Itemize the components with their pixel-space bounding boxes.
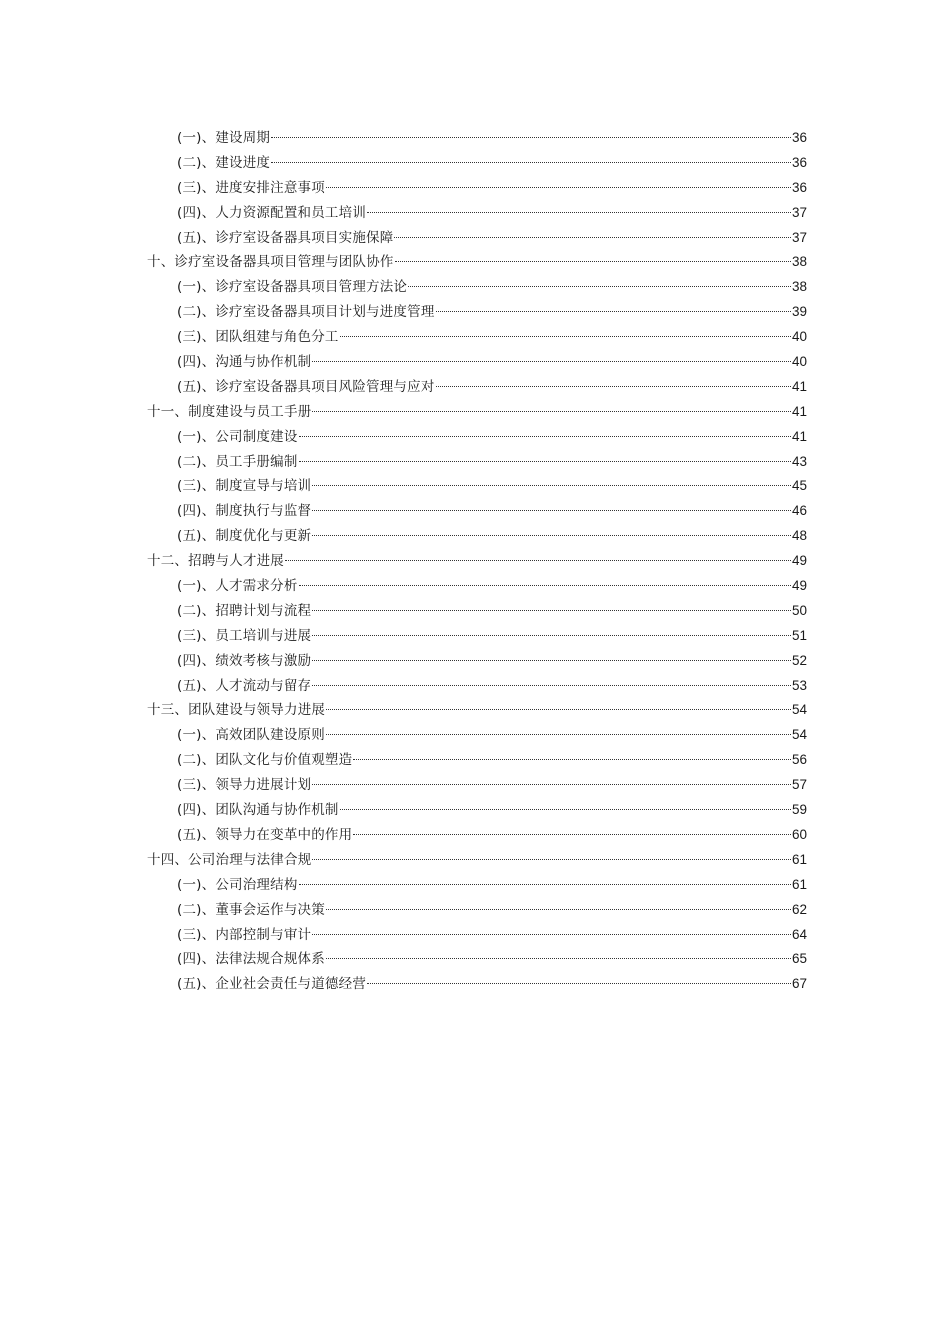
toc-section-entry[interactable] bbox=[147, 748, 807, 773]
toc-section-entry[interactable] bbox=[147, 972, 807, 997]
toc-page-number: 40 bbox=[791, 354, 807, 370]
toc-dot-leader bbox=[312, 934, 791, 935]
toc-page-number: 40 bbox=[791, 329, 807, 345]
toc-section-entry[interactable] bbox=[147, 873, 807, 898]
toc-page-number: 38 bbox=[791, 279, 807, 295]
toc-dot-leader bbox=[299, 436, 791, 437]
toc-page-number: 37 bbox=[791, 229, 807, 245]
toc-entry-label: 十一、制度建设与员工手册 bbox=[147, 403, 312, 420]
table-of-contents bbox=[147, 126, 807, 997]
toc-section-entry[interactable] bbox=[147, 574, 807, 599]
toc-section-entry[interactable] bbox=[147, 823, 807, 848]
toc-page-number: 37 bbox=[791, 204, 807, 220]
toc-dot-leader bbox=[312, 610, 791, 611]
toc-dot-leader bbox=[353, 759, 791, 760]
toc-section-entry[interactable] bbox=[147, 275, 807, 300]
toc-section-entry[interactable] bbox=[147, 450, 807, 475]
toc-entry-label: (四)、人力资源配置和员工培训 bbox=[177, 204, 367, 221]
toc-page-number: 67 bbox=[791, 976, 807, 992]
toc-dot-leader bbox=[312, 361, 791, 362]
toc-entry-label: 十四、公司治理与法律合规 bbox=[147, 851, 312, 868]
toc-page-number: 38 bbox=[791, 254, 807, 270]
toc-dot-leader bbox=[408, 286, 791, 287]
toc-entry-label: (五)、人才流动与留存 bbox=[177, 677, 312, 694]
toc-entry-label: (一)、建设周期 bbox=[177, 130, 271, 146]
toc-entry-label: (一)、人才需求分析 bbox=[177, 578, 298, 595]
toc-entry-label: (五)、诊疗室设备器具项目风险管理与应对 bbox=[177, 378, 435, 395]
toc-dot-leader bbox=[395, 261, 791, 262]
toc-chapter-entry[interactable] bbox=[147, 848, 807, 873]
toc-entry-label: (四)、绩效考核与激励 bbox=[177, 652, 312, 669]
toc-chapter-entry[interactable] bbox=[147, 250, 807, 275]
toc-dot-leader bbox=[312, 685, 791, 686]
toc-page-number: 45 bbox=[791, 478, 807, 494]
toc-section-entry[interactable] bbox=[147, 524, 807, 549]
toc-section-entry[interactable] bbox=[147, 599, 807, 624]
toc-entry-label: (一)、高效团队建设原则 bbox=[177, 727, 325, 744]
toc-entry-label: (二)、董事会运作与决策 bbox=[177, 901, 325, 918]
toc-page-number: 43 bbox=[791, 453, 807, 469]
toc-section-entry[interactable] bbox=[147, 425, 807, 450]
toc-dot-leader bbox=[299, 585, 791, 586]
toc-entry-label: 十三、团队建设与领导力进展 bbox=[147, 702, 326, 719]
toc-page-number: 41 bbox=[791, 428, 807, 444]
toc-dot-leader bbox=[353, 834, 791, 835]
toc-dot-leader bbox=[299, 461, 791, 462]
toc-section-entry[interactable] bbox=[147, 226, 807, 251]
toc-entry-label: (二)、建设进度 bbox=[177, 154, 271, 171]
toc-page-number: 51 bbox=[791, 627, 807, 643]
toc-page-number: 36 bbox=[791, 130, 807, 145]
toc-dot-leader bbox=[312, 859, 791, 860]
toc-dot-leader bbox=[312, 510, 791, 511]
toc-dot-leader bbox=[312, 485, 791, 486]
toc-section-entry[interactable] bbox=[147, 474, 807, 499]
toc-entry-label: (四)、制度执行与监督 bbox=[177, 503, 312, 520]
toc-section-entry[interactable] bbox=[147, 923, 807, 948]
toc-page-number: 41 bbox=[791, 403, 807, 419]
toc-section-entry[interactable] bbox=[147, 624, 807, 649]
toc-entry-label: (二)、诊疗室设备器具项目计划与进度管理 bbox=[177, 304, 435, 321]
toc-section-entry[interactable] bbox=[147, 947, 807, 972]
toc-section-entry[interactable] bbox=[147, 325, 807, 350]
toc-entry-label: (三)、员工培训与进展 bbox=[177, 627, 312, 644]
toc-page-number: 60 bbox=[791, 826, 807, 842]
toc-page-number: 54 bbox=[791, 727, 807, 743]
toc-page-number: 39 bbox=[791, 304, 807, 320]
toc-dot-leader bbox=[340, 809, 791, 810]
toc-dot-leader bbox=[436, 386, 791, 387]
toc-page-number: 48 bbox=[791, 528, 807, 544]
toc-page-number: 61 bbox=[791, 851, 807, 867]
toc-dot-leader bbox=[312, 784, 791, 785]
toc-section-entry[interactable] bbox=[147, 798, 807, 823]
toc-entry-label: (二)、团队文化与价值观塑造 bbox=[177, 752, 353, 769]
toc-entry-label: (三)、制度宣导与培训 bbox=[177, 478, 312, 495]
toc-entry-label: (五)、制度优化与更新 bbox=[177, 528, 312, 545]
toc-page-number: 61 bbox=[791, 876, 807, 892]
toc-dot-leader bbox=[312, 660, 791, 661]
toc-entry-label: (三)、进度安排注意事项 bbox=[177, 179, 325, 196]
toc-dot-leader bbox=[367, 212, 791, 213]
toc-section-entry[interactable] bbox=[147, 151, 807, 176]
toc-entry-label: (四)、团队沟通与协作机制 bbox=[177, 802, 339, 819]
toc-chapter-entry[interactable] bbox=[147, 698, 807, 723]
toc-dot-leader bbox=[326, 187, 791, 188]
toc-section-entry[interactable] bbox=[147, 649, 807, 674]
toc-section-entry[interactable] bbox=[147, 350, 807, 375]
toc-dot-leader bbox=[326, 909, 791, 910]
toc-entry-label: (三)、内部控制与审计 bbox=[177, 926, 312, 943]
toc-page-number: 56 bbox=[791, 752, 807, 768]
toc-chapter-entry[interactable] bbox=[147, 549, 807, 574]
toc-entry-label: (一)、诊疗室设备器具项目管理方法论 bbox=[177, 279, 408, 296]
toc-dot-leader bbox=[326, 709, 791, 710]
toc-dot-leader bbox=[340, 336, 791, 337]
toc-section-entry[interactable] bbox=[147, 201, 807, 226]
toc-dot-leader bbox=[394, 237, 791, 238]
toc-page-number: 36 bbox=[791, 179, 807, 195]
toc-entry-label: (五)、企业社会责任与道德经营 bbox=[177, 976, 367, 993]
toc-dot-leader bbox=[367, 983, 791, 984]
toc-entry-label: (三)、领导力进展计划 bbox=[177, 777, 312, 794]
toc-entry-label: (四)、法律法规合规体系 bbox=[177, 951, 325, 968]
toc-section-entry[interactable] bbox=[147, 126, 807, 151]
toc-page-number: 53 bbox=[791, 677, 807, 693]
toc-section-entry[interactable] bbox=[147, 176, 807, 201]
toc-page-number: 65 bbox=[791, 951, 807, 967]
toc-dot-leader bbox=[312, 535, 791, 536]
toc-entry-label: 十二、招聘与人才进展 bbox=[147, 553, 284, 570]
toc-entry-label: (二)、员工手册编制 bbox=[177, 453, 298, 470]
toc-entry-label: (五)、诊疗室设备器具项目实施保障 bbox=[177, 229, 394, 246]
toc-dot-leader bbox=[326, 734, 791, 735]
toc-section-entry[interactable] bbox=[147, 773, 807, 798]
toc-dot-leader bbox=[285, 560, 791, 561]
toc-section-entry[interactable] bbox=[147, 898, 807, 923]
toc-dot-leader bbox=[312, 411, 791, 412]
toc-dot-leader bbox=[299, 884, 791, 885]
toc-page-number: 36 bbox=[791, 154, 807, 170]
toc-section-entry[interactable] bbox=[147, 300, 807, 325]
toc-dot-leader bbox=[326, 958, 791, 959]
toc-page-number: 52 bbox=[791, 652, 807, 668]
toc-page-number: 64 bbox=[791, 926, 807, 942]
toc-page-number: 41 bbox=[791, 378, 807, 394]
toc-entry-label: (四)、沟通与协作机制 bbox=[177, 354, 312, 371]
toc-page-number: 59 bbox=[791, 802, 807, 818]
toc-entry-label: (五)、领导力在变革中的作用 bbox=[177, 826, 353, 843]
toc-dot-leader bbox=[271, 162, 791, 163]
toc-page-number: 49 bbox=[791, 578, 807, 594]
toc-entry-label: (三)、团队组建与角色分工 bbox=[177, 329, 339, 346]
toc-page-number: 46 bbox=[791, 503, 807, 519]
toc-entry-label: (一)、公司制度建设 bbox=[177, 428, 298, 445]
toc-page-number: 54 bbox=[791, 702, 807, 718]
toc-entry-label: (一)、公司治理结构 bbox=[177, 876, 298, 893]
toc-page-number: 50 bbox=[791, 602, 807, 618]
toc-chapter-entry[interactable] bbox=[147, 400, 807, 425]
toc-dot-leader bbox=[312, 635, 791, 636]
toc-section-entry[interactable] bbox=[147, 375, 807, 400]
toc-section-entry[interactable] bbox=[147, 723, 807, 748]
toc-section-entry[interactable] bbox=[147, 674, 807, 699]
toc-section-entry[interactable] bbox=[147, 499, 807, 524]
toc-page-number: 62 bbox=[791, 901, 807, 917]
toc-dot-leader bbox=[436, 311, 791, 312]
toc-page-number: 49 bbox=[791, 553, 807, 569]
toc-entry-label: 十、诊疗室设备器具项目管理与团队协作 bbox=[147, 254, 394, 271]
toc-page-number: 57 bbox=[791, 777, 807, 793]
toc-dot-leader bbox=[271, 137, 791, 138]
toc-entry-label: (二)、招聘计划与流程 bbox=[177, 602, 312, 619]
